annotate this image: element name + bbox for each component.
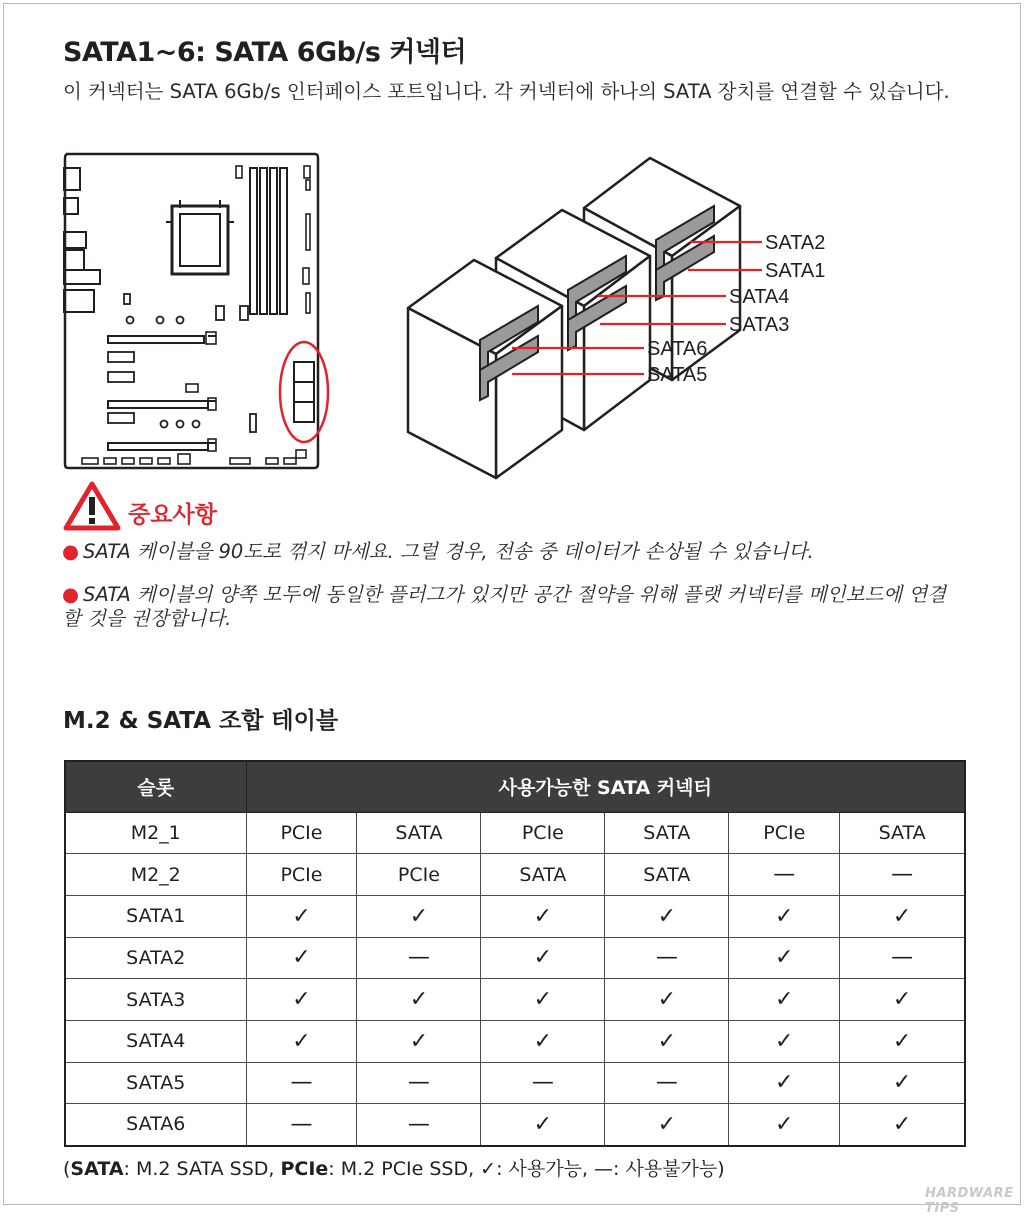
label-sata5: SATA5 <box>647 364 708 386</box>
label-sata6: SATA6 <box>647 338 708 360</box>
warning-icon <box>62 480 122 532</box>
table-cell: ✓ <box>246 937 357 979</box>
slot-cell: SATA1 <box>65 895 246 937</box>
table-row <box>65 895 965 937</box>
table-cell: ✓ <box>481 1104 605 1146</box>
watermark: HARDWARE TIPS <box>925 1186 1014 1216</box>
table-cell: ✓ <box>481 895 605 937</box>
warning-note: ● SATA 케이블의 양쪽 모두에 동일한 플러그가 있지만 공간 절약을 위해 플랫 커넥터를 메인보드에 연결할 것을 권장합니다. <box>62 583 946 630</box>
table-cell: — <box>246 1104 357 1146</box>
table-section-title: M.2 & SATA 조합 테이블 <box>63 708 339 734</box>
slot-cell: SATA2 <box>65 937 246 979</box>
table-cell: ✓ <box>729 1062 840 1104</box>
table-legend: (SATA: M.2 SATA SSD, PCIe: M.2 PCIe SSD, ✓: 사용가능, —: 사용불가능) <box>63 1158 725 1180</box>
label-sata4: SATA4 <box>729 286 790 308</box>
table-cell: — <box>840 854 965 896</box>
table-cell: ✓ <box>605 979 729 1021</box>
header-available: 사용가능한 SATA 커넥터 <box>246 761 965 812</box>
slot-cell: M2_2 <box>65 854 246 896</box>
motherboard-illustration <box>64 154 318 468</box>
slot-cell: SATA5 <box>65 1062 246 1104</box>
table-cell: — <box>357 1062 481 1104</box>
label-sata3: SATA3 <box>729 314 790 336</box>
table-cell: — <box>605 937 729 979</box>
table-cell: ✓ <box>840 895 965 937</box>
table-cell: ✓ <box>357 1020 481 1062</box>
table-cell: ✓ <box>840 979 965 1021</box>
warning-note: ● SATA 케이블을 90도로 꺾지 마세요. 그럴 경우, 전송 중 데이터가 손상될 수 있습니다. <box>62 540 814 563</box>
table-cell: — <box>605 1062 729 1104</box>
table-cell: PCIe <box>481 812 605 854</box>
table-row <box>65 1062 965 1104</box>
table-cell: ✓ <box>840 1104 965 1146</box>
table-row <box>65 937 965 979</box>
table-cell: — <box>481 1062 605 1104</box>
table-cell: ✓ <box>357 895 481 937</box>
sata-highlight-ellipse <box>280 342 328 442</box>
table-cell: SATA <box>357 812 481 854</box>
table-cell: SATA <box>605 854 729 896</box>
table-header-row <box>65 761 965 812</box>
warning-title: 중요사항 <box>128 502 217 528</box>
slot-cell: M2_1 <box>65 812 246 854</box>
intro-text: 이 커넥터는 SATA 6Gb/s 인터페이스 포트입니다. 각 커넥터에 하나의 SATA 장치를 연결할 수 있습니다. <box>63 80 950 103</box>
table-cell: — <box>357 937 481 979</box>
page-title: SATA1~6: SATA 6Gb/s 커넥터 <box>63 37 467 68</box>
table-cell: ✓ <box>481 979 605 1021</box>
label-sata2: SATA2 <box>765 232 826 254</box>
header-slot: 슬롯 <box>65 761 246 812</box>
table-cell: ✓ <box>481 1020 605 1062</box>
table-cell: SATA <box>481 854 605 896</box>
slot-cell: SATA4 <box>65 1020 246 1062</box>
bullet-icon: ● <box>62 583 80 606</box>
table-cell: — <box>246 1062 357 1104</box>
table-row <box>65 1020 965 1062</box>
m2-sata-combination-table <box>64 760 966 1147</box>
table-cell: ✓ <box>729 895 840 937</box>
table-cell: PCIe <box>357 854 481 896</box>
label-sata1: SATA1 <box>765 260 826 282</box>
table-cell: PCIe <box>246 812 357 854</box>
table-row <box>65 979 965 1021</box>
table-row <box>65 812 965 854</box>
table-cell: ✓ <box>729 1104 840 1146</box>
table-cell: ✓ <box>605 1104 729 1146</box>
table-cell: — <box>357 1104 481 1146</box>
table-cell: ✓ <box>246 1020 357 1062</box>
connector-diagram <box>60 148 826 478</box>
slot-cell: SATA6 <box>65 1104 246 1146</box>
table-cell: ✓ <box>729 979 840 1021</box>
table-cell: ✓ <box>357 979 481 1021</box>
table-cell: SATA <box>840 812 965 854</box>
table-cell: SATA <box>605 812 729 854</box>
table-cell: ✓ <box>729 937 840 979</box>
bullet-icon: ● <box>62 540 80 563</box>
table-cell: ✓ <box>605 895 729 937</box>
table-cell: ✓ <box>840 1020 965 1062</box>
table-cell: ✓ <box>605 1020 729 1062</box>
table-cell: PCIe <box>729 812 840 854</box>
table-row <box>65 1104 965 1146</box>
slot-cell: SATA3 <box>65 979 246 1021</box>
table-cell: ✓ <box>246 895 357 937</box>
table-cell: ✓ <box>729 1020 840 1062</box>
table-row <box>65 854 965 896</box>
table-cell: ✓ <box>246 979 357 1021</box>
table-cell: ✓ <box>840 1062 965 1104</box>
table-cell: PCIe <box>246 854 357 896</box>
table-cell: ✓ <box>481 937 605 979</box>
table-cell: — <box>840 937 965 979</box>
table-cell: — <box>729 854 840 896</box>
